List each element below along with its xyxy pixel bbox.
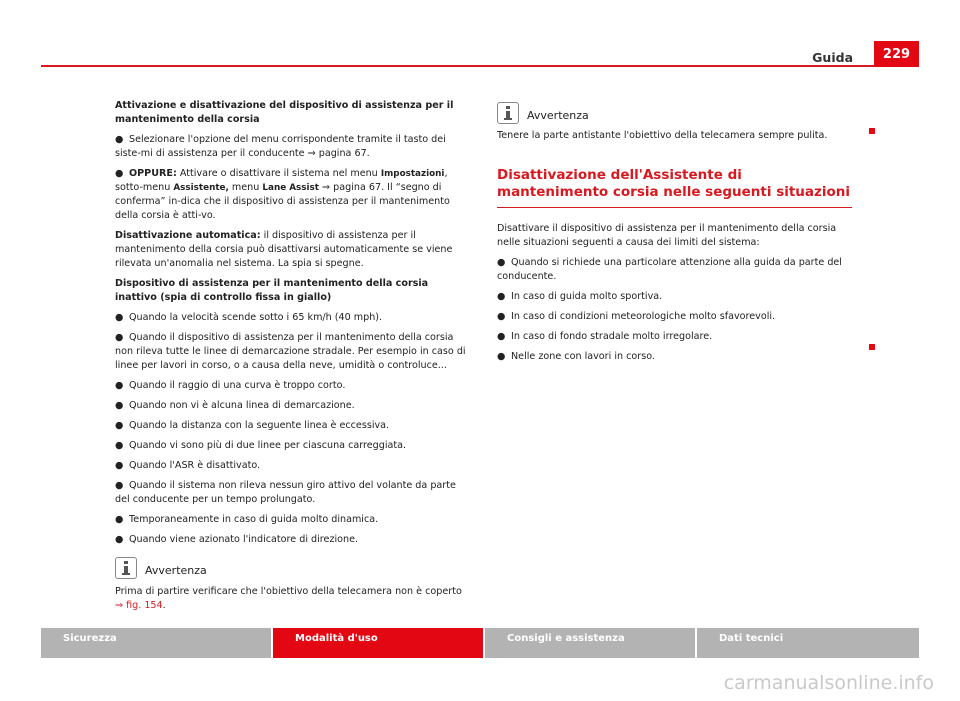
inactive-list: [115, 311, 467, 547]
intro-paragraph: Disattivare il dispositivo di assistenza per il mantenimento della corsia nelle situazioni seguenti a causa dei limiti del sistema:: [497, 223, 837, 248]
list-item-text: In caso di fondo stradale molto irregolare.: [511, 331, 713, 342]
tab-consigli-e-assistenza[interactable]: Consigli e assistenza: [485, 628, 695, 658]
list-item-text: Quando il raggio di una curva è troppo corto.: [129, 380, 346, 391]
bullet-icon: ●: [497, 351, 506, 362]
warning-title: Avvertenza: [145, 564, 207, 577]
tab-sicurezza[interactable]: Sicurezza: [41, 628, 271, 658]
footer-nav: [41, 628, 919, 658]
list-item: [115, 419, 467, 433]
list-item-text: Nelle zone con lavori in corso.: [511, 351, 655, 362]
list-item: [497, 350, 853, 364]
list-item: [497, 256, 853, 284]
list-item-text: Quando la velocità scende sotto i 65 km/h (40 mph).: [129, 312, 383, 323]
bullet-icon: ●: [115, 514, 124, 525]
list-item: [115, 331, 467, 373]
end-marker: [869, 344, 875, 350]
list-item: [115, 311, 467, 325]
list-item-text: Quando viene azionato l'indicatore di direzione.: [129, 534, 359, 545]
list-item-text: Quando il dispositivo di assistenza per il mantenimento della corsia non rileva tutte le linee di demarcazione stradale. Per esempio in caso di linee per lavori in corso, o a causa della neve, umidità o controluce...: [115, 332, 466, 371]
list-item: [115, 379, 467, 393]
list-item-text: In caso di condizioni meteorologiche molto sfavorevoli.: [511, 311, 776, 322]
list-item: [115, 533, 467, 547]
bullet-icon: ●: [115, 440, 124, 451]
warning-title: Avvertenza: [527, 109, 589, 122]
warning-box: [115, 557, 467, 579]
info-warning-icon: [115, 557, 137, 579]
list-item: ● OPPURE: Attivare o disattivare il sistema nel menu Impostazioni, sotto-menu Assistente, menu Lane Assist ⇒ pagina 67. Il “segno di conferma” in-dica che il dispositivo di assistenza per il mantenimento della corsia è atti-vo.: [115, 168, 450, 221]
list-item: [115, 399, 467, 413]
list-item-text: Quando la distanza con la seguente linea è eccessiva.: [129, 420, 390, 431]
bullet-icon: ●: [115, 460, 124, 471]
end-marker: [869, 128, 875, 134]
bullet-icon: ●: [115, 312, 124, 323]
warning-box: [497, 102, 853, 124]
list-item: [497, 310, 853, 324]
list-item: [497, 330, 853, 344]
watermark: carmanualsonline.info: [723, 672, 934, 694]
list-item-text: Quando vi sono più di due linee per ciascuna carreggiata.: [129, 440, 407, 451]
list-item-text: In caso di guida molto sportiva.: [511, 291, 663, 302]
bullet-icon: ●: [497, 331, 506, 342]
situations-list: [497, 256, 853, 364]
figure-link[interactable]: ⇒ fig. 154: [115, 600, 163, 611]
tab-modalita-duso[interactable]: Modalità d'uso: [273, 628, 483, 658]
section-rule: [497, 207, 852, 208]
bullet-icon: ●: [497, 257, 506, 268]
list-item-text: Quando l'ASR è disattivato.: [129, 460, 261, 471]
bullet-icon: ●: [115, 420, 124, 431]
list-item: [115, 513, 467, 527]
bullet-icon: ●: [497, 291, 506, 302]
list-item-text: Temporaneamente in caso di guida molto dinamica.: [129, 514, 379, 525]
page-section-title: Guida: [812, 50, 853, 65]
page-number: 229: [874, 41, 919, 67]
list-item: ● Selezionare l'opzione del menu corrispondente tramite il tasto dei siste-mi di assistenza per il conducente ⇒ pagina 67.: [115, 134, 446, 159]
warning-text: Tenere la parte antistante l'obiettivo della telecamera sempre pulita.: [497, 130, 828, 141]
list-item-text: Quando non vi è alcuna linea di demarcazione.: [129, 400, 355, 411]
info-warning-icon: [497, 102, 519, 124]
inactive-heading: Dispositivo di assistenza per il mantenimento della corsia inattivo (spia di controllo fissa in giallo): [115, 278, 429, 303]
list-item-text: Quando il sistema non rileva nessun giro attivo del volante da parte del conducente per un tempo prolungato.: [115, 480, 456, 505]
activation-heading: Attivazione e disattivazione del dispositivo di assistenza per il mantenimento della corsia: [115, 100, 454, 125]
left-column: [115, 99, 467, 619]
page-link[interactable]: ⇒ pagina 67.: [307, 148, 370, 159]
bullet-icon: ●: [115, 332, 124, 343]
tab-dati-tecnici[interactable]: Dati tecnici: [697, 628, 919, 658]
header-rule: [41, 65, 919, 67]
list-item: [115, 439, 467, 453]
warning-text: Prima di partire verificare che l'obiettivo della telecamera non è coperto ⇒ fig. 154.: [115, 586, 462, 611]
list-item: [115, 479, 467, 507]
auto-deactivation-paragraph: Disattivazione automatica: il dispositivo di assistenza per il mantenimento della corsia può disattivarsi automaticamente se viene rilevata un'anomalia nel sistema. La spia si spegne.: [115, 230, 453, 269]
bullet-icon: ●: [115, 400, 124, 411]
bullet-icon: ●: [115, 534, 124, 545]
section-heading: Disattivazione dell'Assistente di mantenimento corsia nelle seguenti situazioni: [497, 167, 851, 200]
list-item: [497, 290, 853, 304]
list-item: [115, 459, 467, 473]
bullet-icon: ●: [497, 311, 506, 322]
list-item-text: Quando si richiede una particolare attenzione alla guida da parte del conducente.: [497, 257, 842, 282]
bullet-icon: ●: [115, 480, 124, 491]
bullet-icon: ●: [115, 380, 124, 391]
right-column: [497, 92, 853, 370]
